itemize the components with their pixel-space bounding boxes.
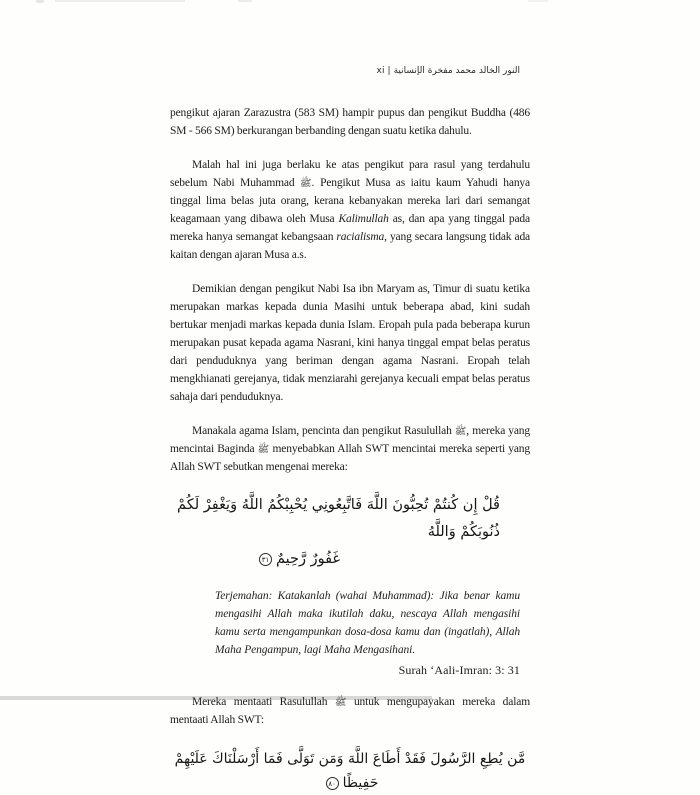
ayah-end-marker: ٨٠ bbox=[326, 777, 339, 790]
text-segment: racialisma bbox=[336, 231, 385, 243]
salawat-symbol: ﷺ bbox=[257, 444, 270, 455]
text-segment: Kalimullah bbox=[338, 213, 389, 225]
verse-line: قُلْ إِن كُنتُمْ تُحِبُّونَ اللَّهَ فَاتَّبِعُونِي يُحْبِبْكُمُ اللَّهُ وَيَغْفِرْ لَكُمْ ذُنُوبَكُمْ وَاللَّهُ bbox=[177, 497, 500, 540]
text-segment: , mereka yang mencintai Baginda bbox=[170, 425, 530, 455]
text-segment: untuk mengupayakan mereka dalam mentaati Allah SWT: bbox=[170, 696, 530, 726]
running-header bbox=[170, 66, 520, 76]
text-segment: Manakala agama Islam, pencinta dan pengikut Rasulullah bbox=[192, 425, 455, 437]
scan-edge-artifact bbox=[528, 0, 548, 2]
text-segment: Malah hal ini juga berlaku ke atas pengikut para rasul yang terdahulu sebelum Nabi Muhammad bbox=[170, 159, 530, 189]
verse-translation: Terjemahan: Katakanlah (wahai Muhammad): Jika benar kamu mengasihi Allah maka ikutilah daku, nescaya Allah mengasihi kamu serta mengampunkan dosa-dosa kamu dan (ingatlah), Allah Maha Pengampun, lagi Maha Mengasihani. bbox=[215, 590, 520, 656]
salawat-symbol: ﷺ bbox=[454, 426, 467, 437]
running-header-text: xi | النور الخالد محمد مفخرة الإنسانية bbox=[376, 66, 520, 76]
salawat-symbol: ﷺ bbox=[334, 697, 347, 708]
scan-edge-artifact bbox=[238, 0, 252, 2]
verse-line bbox=[170, 546, 500, 573]
surah-citation: Surah ‘Aali-Imran: 3: 31 bbox=[398, 663, 520, 677]
verse-line-text: مَّن يُطِعِ الرَّسُولَ فَقَدْ أَطَاعَ اللَّهَ وَمَن تَوَلَّى فَمَا أَرْسَلْنَاكَ عَلَيْهِمْ حَفِيظًا bbox=[174, 751, 526, 791]
paragraph-rasul bbox=[170, 156, 530, 264]
text-segment: Mereka mentaati Rasulullah bbox=[192, 696, 335, 708]
paragraph-continuation: pengikut ajaran Zarazustra (583 SM) hampir pupus dan pengikut Buddha (486 SM - 566 SM) berkurangan berbanding dengan suatu ketika dahulu. bbox=[170, 107, 530, 137]
paragraph-isa: Demikian dengan pengikut Nabi Isa ibn Maryam as, Timur di suatu ketika merupakan markas kepada dunia Masihi untuk beberapa abad, kini sudah bertukar menjadi markas kepada dunia Islam. Eropah pula pada beberapa kurun merupakan pusat kepada agama Nasrani, kini hanya tinggal empat belas peratus dari penduduknya yang beriman dengan agama Nasrani. Eropah telah mengkhianati gerejanya, tidak menziarahi gerejanya kecuali empat belas peratus sahaja dari penduduknya. bbox=[170, 283, 530, 403]
quran-verse-aali-imran bbox=[170, 492, 530, 573]
verse-line-text: غَفُورٌ رَّحِيمٌ bbox=[276, 551, 341, 567]
text-segment: menyebabkan Allah SWT mencintai mereka seperti yang Allah SWT sebutkan mengenai mereka: bbox=[170, 443, 530, 473]
text-segment: as, dan apa yang tinggal pada mereka hanya semangat kebangsaan bbox=[170, 213, 530, 243]
text-segment: . Pengikut Musa as iaitu kaum Yahudi hanya tinggal lima belas juta orang, kerana kebanyakan mereka lari dari semangat keagamaan yang dibawa oleh Musa bbox=[170, 177, 530, 225]
ayah-end-marker: ٣١ bbox=[259, 553, 272, 566]
page-body bbox=[170, 104, 530, 795]
salawat-symbol: ﷺ bbox=[300, 178, 312, 189]
paragraph-islam bbox=[170, 422, 530, 476]
text-segment: , yang secara langsung tidak ada kaitan dengan ajaran Musa a.s. bbox=[170, 231, 530, 261]
quran-verse-an-nisa bbox=[170, 747, 530, 795]
scan-edge-artifact bbox=[36, 0, 44, 3]
paragraph-taat bbox=[170, 693, 530, 729]
scan-edge-artifact bbox=[55, 0, 185, 2]
